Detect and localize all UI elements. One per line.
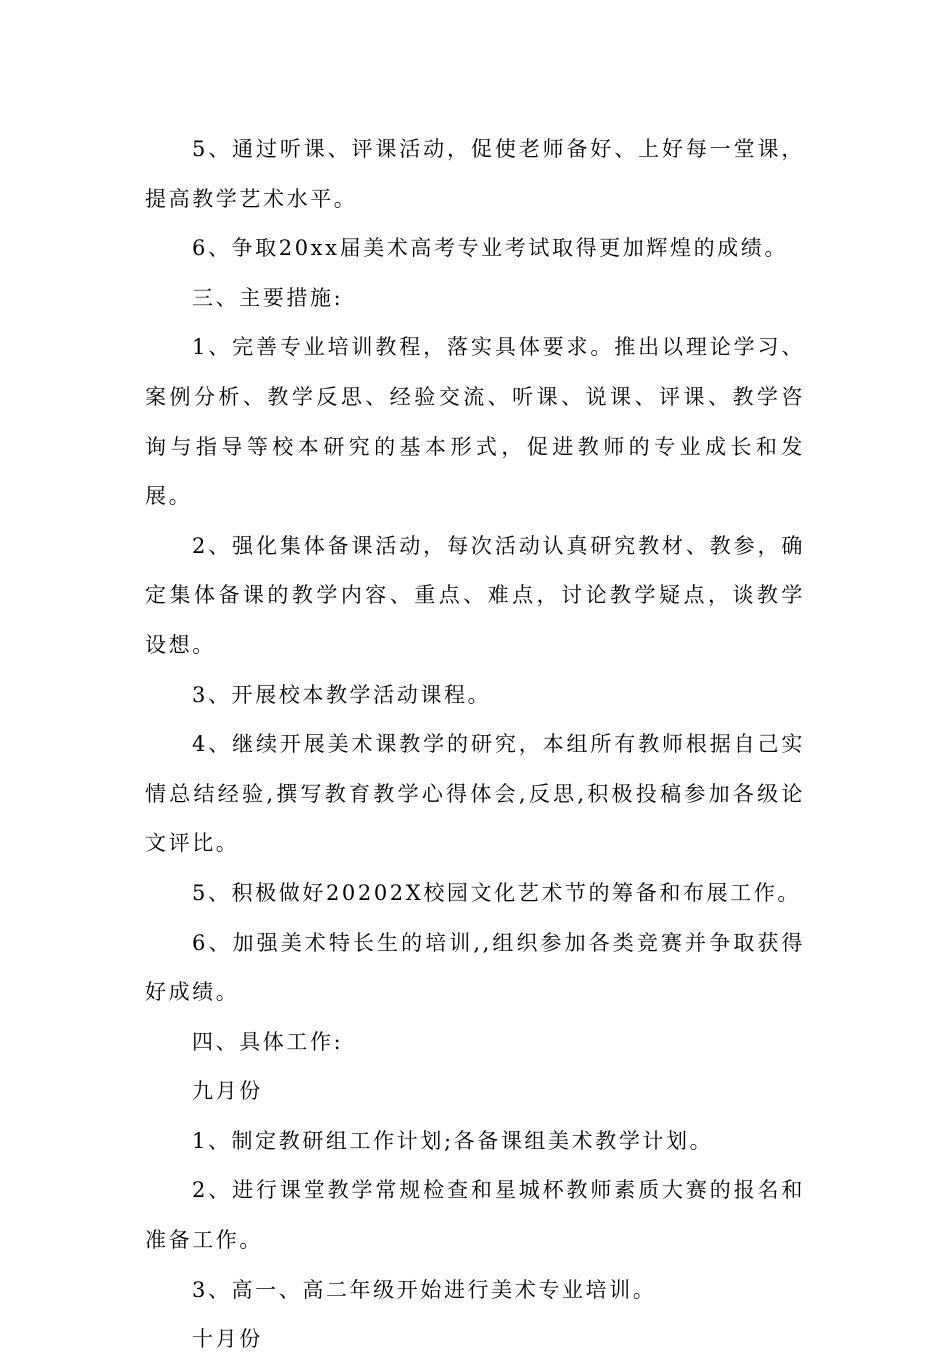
paragraph-goal-5: 5、通过听课、评课活动，促使老师备好、上好每一堂课，提高教学艺术水平。 [145,137,805,211]
paragraph-september-1: 1、制定教研组工作计划;各备课组美术教学计划。 [192,1128,714,1153]
document-body [145,125,805,1365]
paragraph-goal-6: 6、争取20xx届美术高考专业考试取得更加辉煌的成绩。 [192,236,788,261]
paragraph-september-2: 2、进行课堂教学常规检查和星城杯教师素质大赛的报名和准备工作。 [145,1178,805,1253]
paragraph-measure-2: 2、强化集体备课活动，每次活动认真研究教材、教参，确定集体备课的教学内容、重点、难点，讨论教学疑点，谈教学设想。 [145,533,805,657]
month-heading-september: 九月份 [192,1079,263,1104]
paragraph-measure-6: 6、加强美术特长生的培训,,组织参加各类竞赛并争取获得好成绩。 [145,930,805,1005]
paragraph-september-3: 3、高一、高二年级开始进行美术专业培训。 [192,1277,657,1302]
paragraph-measure-5: 5、积极做好20202X校园文化艺术节的筹备和布展工作。 [192,880,801,905]
section-heading-measures: 三、主要措施: [192,285,344,310]
paragraph-measure-4: 4、继续开展美术课教学的研究，本组所有教师根据自己实情总结经验,撰写教育教学心得体会,反思,积极投稿参加各级论文评比。 [145,732,805,856]
month-heading-october: 十月份 [192,1327,263,1352]
section-heading-work: 四、具体工作: [192,1029,344,1054]
paragraph-measure-1: 1、完善专业培训教程，落实具体要求。推出以理论学习、案例分析、教学反思、经验交流、听课、说课、评课、教学咨询与指导等校本研究的基本形式，促进教师的专业成长和发展。 [145,335,805,509]
paragraph-measure-3: 3、开展校本教学活动课程。 [192,682,492,707]
